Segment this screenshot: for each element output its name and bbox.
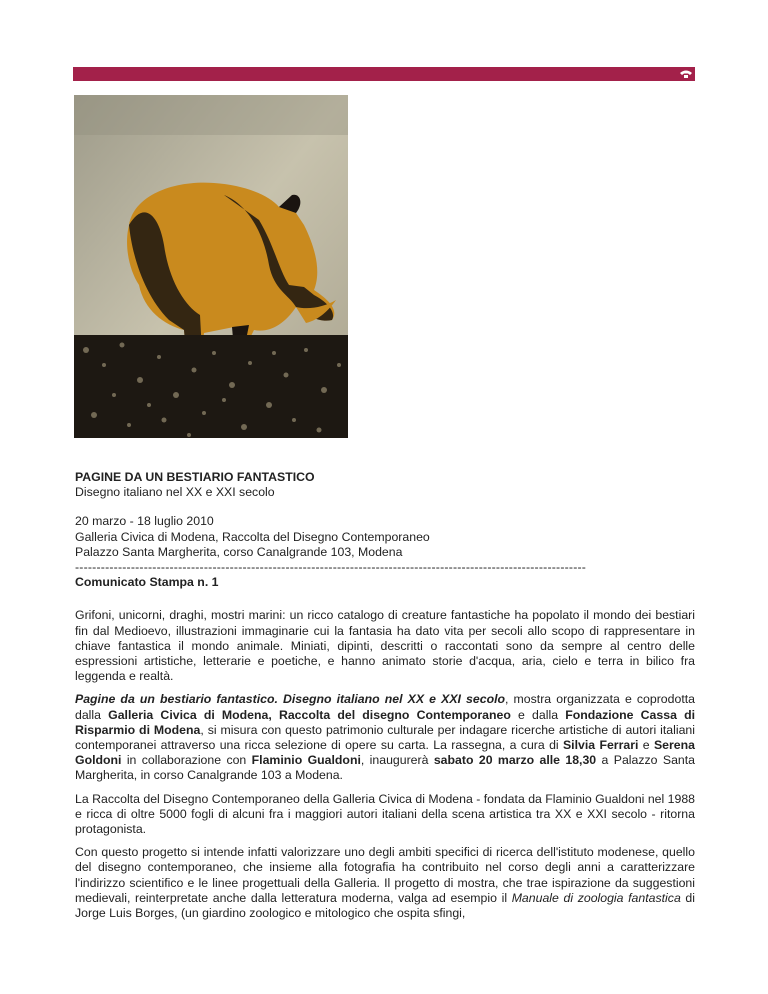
paragraph-intro: Grifoni, unicorni, draghi, mostri marini: un ricco catalogo di creature fantastiche ha popolato il mondo dei bestiari fin dal Medioevo, illustrazioni immaginarie cui la fantasia ha dato vita per secoli allo scopo di rappresentare in chiave fantastica il mondo animale. Miniati, dipinti, descritti o raccontati sono da sempre al centro delle espressioni artistiche, letterarie e poetiche, e hanno animato storie d'acqua, aria, cielo e terra in bilico fra leggenda e realtà. <box>75 608 695 684</box>
exhibition-address: Palazzo Santa Margherita, corso Canalgrande 103, Modena <box>75 544 403 559</box>
text-segment: , mostra organizzata e coprodotta dalla <box>75 692 696 722</box>
text-segment: , si misura con questo patrimonio culturale per indagare ricerche artistiche di autori italiani contemporanei attraverso una ricca selezione di opere su carta. La rassegna, a cura di <box>75 722 695 753</box>
exhibition-dates: 20 marzo - 18 luglio 2010 <box>75 514 214 529</box>
text-segment: in collaborazione con <box>121 753 252 768</box>
header-bar <box>73 67 695 81</box>
curator-1: Silvia Ferrari <box>562 738 639 753</box>
exhibition-venue: Galleria Civica di Modena, Raccolta del Disegno Contemporaneo <box>75 529 430 544</box>
organizer-1: Galleria Civica di Modena, Raccolta del disegno Contemporaneo <box>108 707 511 722</box>
text-segment: Con questo progetto si intende infatti valorizzare uno degli ambiti specifici di ricerca dell'istituto modenese, quello del disegno contemporaneo, che insieme alla fotografia ha contribuito nel corso degli anni a caratterizzare l'indirizzo scientifico e le linee progettuali della Galleria. Il progetto di mostra, che trae ispirazione da suggestioni medievali, reinterpretate anche dalla letteratura moderna, valga ad esempio il <box>75 845 695 905</box>
paragraph-collection: La Raccolta del Disegno Contemporaneo della Galleria Civica di Modena - fondata da Flaminio Gualdoni nel 1988 e ricca di oltre 5000 fogli di alcuni fra i maggiori autori italiani della scena artistica tra XX e XXI secolo - ritorna protagonista. <box>75 791 695 837</box>
phone-icon <box>679 68 693 80</box>
organizer-2: Fondazione Cassa di Risparmio di Modena <box>75 707 696 737</box>
rhinoceros-artwork <box>74 95 348 438</box>
paragraph-project <box>75 845 695 921</box>
text-segment: a Palazzo Santa Margherita, in corso Canalgrande 103 a Modena. <box>75 753 695 783</box>
curator-2: Serena Goldoni <box>75 738 695 768</box>
press-release-number: Comunicato Stampa n. 1 <box>75 575 219 590</box>
collaborator: Flaminio Gualdoni <box>251 753 361 768</box>
separator-line: ----------------------------------------------------------------------------------------------------------------------- <box>75 560 587 575</box>
text-segment: , inaugurerà <box>360 753 434 768</box>
document-subtitle: Disegno italiano nel XX e XXI secolo <box>75 485 275 500</box>
text-segment: e dalla <box>510 707 566 722</box>
opening-date: sabato 20 marzo alle 18,30 <box>433 753 597 768</box>
book-title: Manuale di zoologia fantastica <box>511 890 681 905</box>
text-segment: e <box>638 738 654 753</box>
press-release-document <box>75 470 695 921</box>
paragraph-exhibition <box>75 692 695 783</box>
exhibition-name: Pagine da un bestiario fantastico. Disegno italiano nel XX e XXI secolo <box>75 692 506 707</box>
document-title: PAGINE DA UN BESTIARIO FANTASTICO <box>75 470 315 484</box>
text-segment: di Jorge Luis Borges, (un giardino zoologico e mitologico che ospita sfingi, <box>75 890 695 921</box>
